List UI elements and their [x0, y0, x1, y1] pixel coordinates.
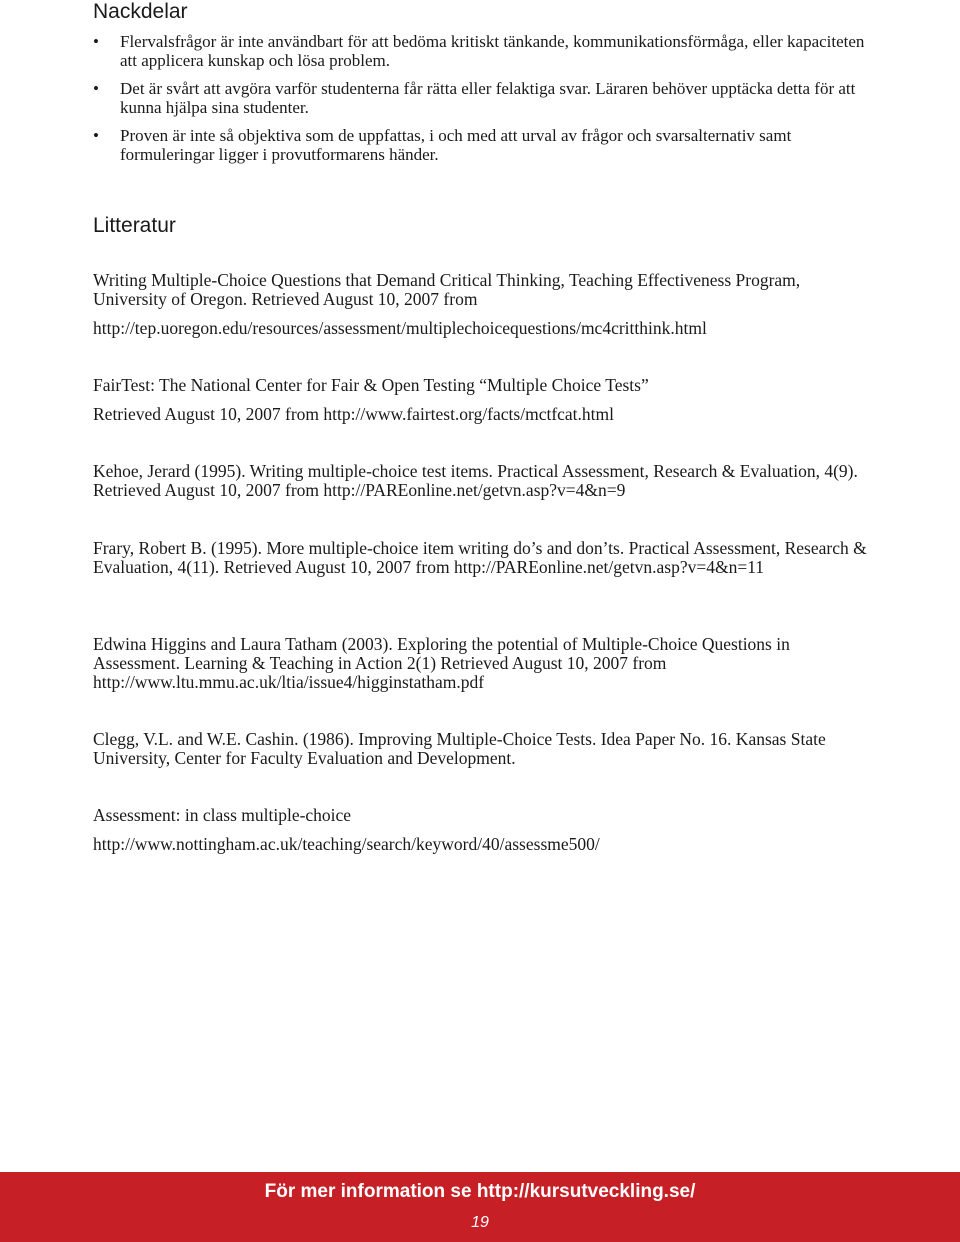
footer-info-text[interactable]: För mer information se http://kursutveckling.se/	[264, 1181, 696, 1202]
bullet-list	[93, 79, 873, 117]
reference-entry	[93, 730, 873, 768]
reference-link[interactable]: http://www.nottingham.ac.uk/teaching/search/keyword/40/assessme500/	[93, 834, 600, 854]
bullet-item: • Det är svårt att avgöra varför studenterna får rätta eller felaktiga svar. Läraren behöver upptäcka detta för att kunna hjälpa sina studenter.	[93, 79, 873, 117]
bullet-item: • Proven är inte så objektiva som de uppfattas, i och med att urval av frågor och svarsalternativ samt formuleringar ligger i provutformarens händer.	[93, 126, 873, 164]
section-heading-litteratur: Litteratur	[93, 214, 176, 237]
reference-text: Kehoe, Jerard (1995). Writing multiple-choice test items. Practical Assessment, Research & Evaluation, 4(9). Retrieved August 10, 2007 from http://PAREonline.net/getvn.asp?v=4&n=9	[93, 461, 858, 500]
bullet-list	[93, 32, 873, 70]
bullet-list	[93, 126, 873, 164]
reference-text: Assessment: in class multiple-choice	[93, 805, 352, 825]
section-heading-nackdelar: Nackdelar	[93, 0, 188, 23]
reference-text: FairTest: The National Center for Fair & Open Testing “Multiple Choice Tests”	[93, 375, 649, 395]
bullet-item: • Flervalsfrågor är inte användbart för att bedöma kritiskt tänkande, kommunikationsförmåga, eller kapaciteten att applicera kunskap och lösa problem.	[93, 32, 873, 70]
reference-text: Edwina Higgins and Laura Tatham (2003). Exploring the potential of Multiple-Choice Questions in Assessment. Learning & Teaching in Action 2(1) Retrieved August 10, 2007 from http://www.ltu.mmu.ac.uk/ltia/issue4/higginstatham.pdf	[93, 634, 790, 692]
reference-text: Writing Multiple-Choice Questions that Demand Critical Thinking, Teaching Effectiveness Program, University of Oregon. Retrieved August 10, 2007 from	[93, 270, 801, 309]
footer-bar	[0, 1172, 960, 1242]
reference-entry	[93, 635, 873, 692]
reference-entry	[93, 462, 873, 500]
reference-link[interactable]: http://tep.uoregon.edu/resources/assessment/multiplechoicequestions/mc4critthink.html	[93, 318, 707, 338]
reference-entry	[93, 539, 873, 577]
reference-entry	[93, 271, 873, 338]
page-number: 19	[471, 1214, 489, 1231]
reference-entry	[93, 376, 873, 424]
reference-text: Frary, Robert B. (1995). More multiple-choice item writing do’s and don’ts. Practical Assessment, Research & Evaluation, 4(11). Retrieved August 10, 2007 from http://PAREonline.net/getvn.asp?v=4&n=11	[93, 538, 867, 577]
reference-text: Retrieved August 10, 2007 from http://www.fairtest.org/facts/mctfcat.html	[93, 404, 615, 424]
reference-text: Clegg, V.L. and W.E. Cashin. (1986). Improving Multiple-Choice Tests. Idea Paper No. 16. Kansas State University, Center for Faculty Evaluation and Development.	[93, 729, 826, 768]
reference-entry	[93, 806, 873, 854]
